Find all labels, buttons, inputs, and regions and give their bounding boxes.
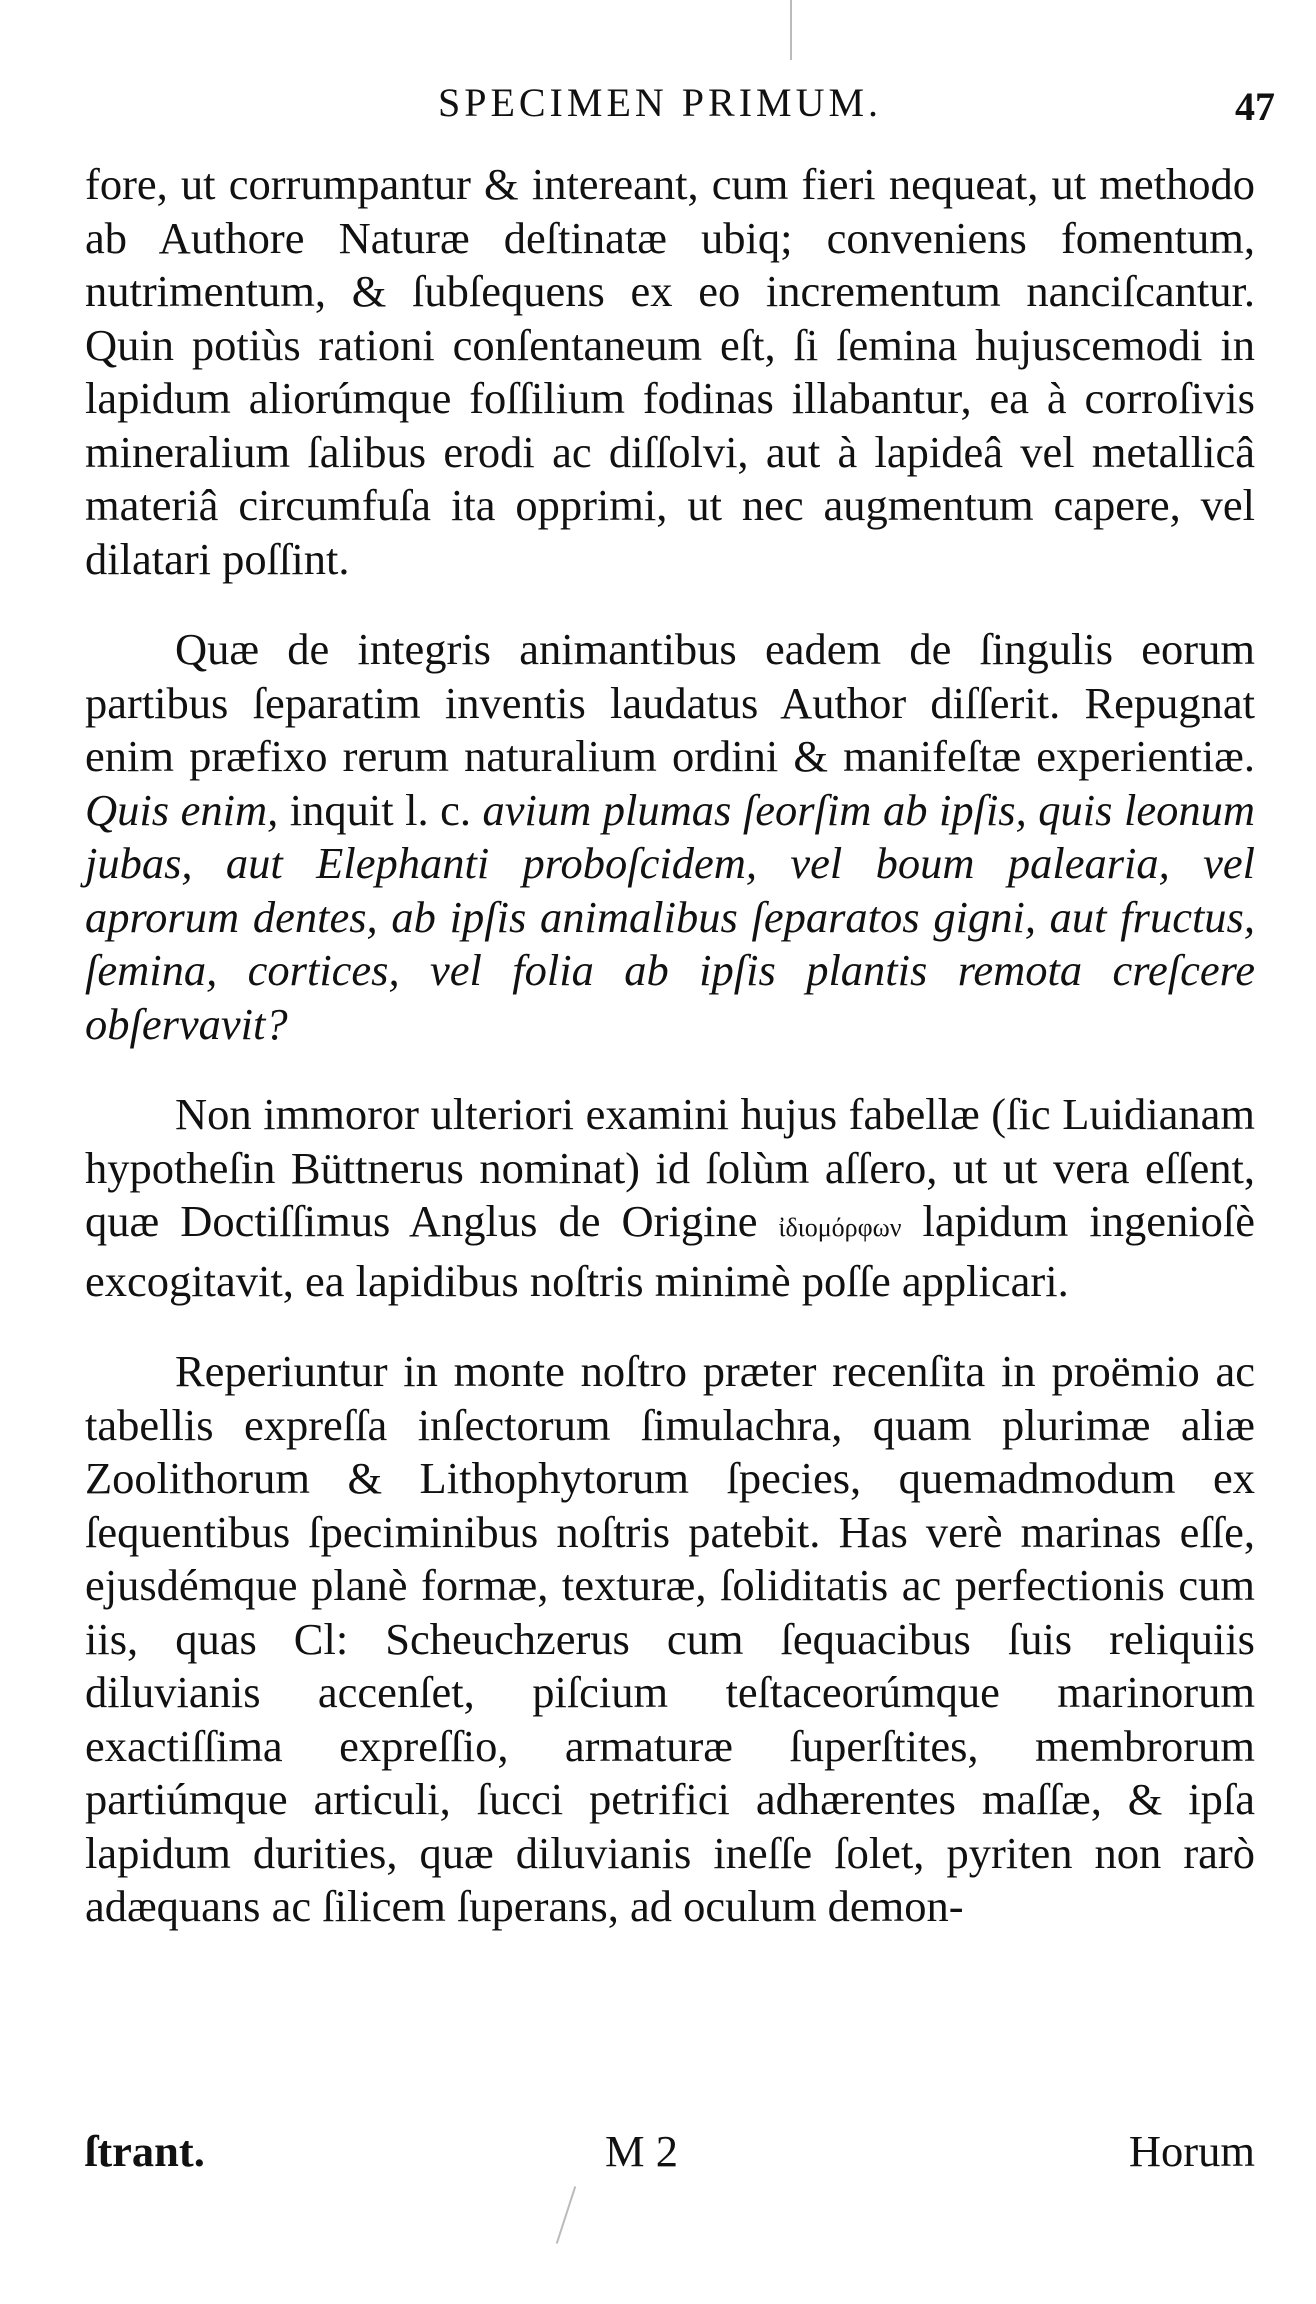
paragraph-2: [85, 623, 1255, 1051]
paragraph-1: [85, 158, 1255, 586]
page-footer: [85, 2125, 1255, 2185]
paragraph-3: [85, 1088, 1255, 1308]
body-text: [85, 158, 1255, 1971]
scan-crease-bottom: [556, 2186, 576, 2244]
quotation-italic: avium plumas ſeorſim ab ipſis, quis leonum jubas, aut Elephanti proboſcidem, vel boum palearia, vel aprorum dentes, ab ipſis animalibus ſeparatos gigni, aut fructus, ſemina, cortices, vel folia ab ipſis plantis remota creſcere obſervavit?: [85, 784, 1255, 1049]
paragraph-text: Non immoror ulteriori examini hujus fabellæ (ſic Luidianam hypotheſin Büttnerus nominat) id ſolùm aſſero, ut ut vera eſſent, quæ Doctiſſimus Anglus de Origine: [85, 1089, 1255, 1246]
catchword: Horum: [1128, 2126, 1255, 2176]
page-number: 47: [1235, 84, 1275, 129]
paragraph-text: Quæ de integris animantibus eadem de ſingulis eorum partibus ſeparatim inventis laudatus Author diſſerit. Repugnat enim præfixo rerum naturalium ordini & manifeſtæ experientiæ.: [85, 624, 1255, 781]
signature-mark: M 2: [605, 2126, 678, 2176]
paragraph-text: lapidum ingenioſè excogitavit, ea lapidibus noſtris minimè poſſe applicari.: [85, 1196, 1255, 1306]
running-head: SPECIMEN PRIMUM.: [437, 80, 883, 125]
page-header: [85, 75, 1275, 135]
greek-word: ἰδιομόρφων: [778, 1213, 902, 1242]
paragraph-text: fore, ut corrumpantur & intereant, cum fieri nequeat, ut methodo ab Authore Naturæ deſtinatæ ubiq; conveniens fomentum, nutrimentum, & ſubſequens ex eo incrementum nanciſcantur. Quin potiùs rationi conſentaneum eſt, ſi ſemina hujuscemodi in lapidum aliorúmque foſſilium fodinas illabantur, ea à corroſivis mineralium ſalibus erodi ac diſſolvi, aut à lapideâ vel metallicâ materiâ circumfuſa ita opprimi, ut nec augmentum capere, vel dilatari poſſint.: [85, 159, 1255, 584]
quotation-italic: Quis enim,: [85, 784, 279, 835]
scan-crease-top: [790, 0, 792, 60]
paragraph-text: inquit l. c.: [278, 784, 483, 835]
last-word: ſtrant.: [85, 2126, 205, 2176]
paragraph-4: [85, 1345, 1255, 1934]
paragraph-text: Reperiuntur in monte noſtro præter recenſita in proëmio ac tabellis expreſſa inſectorum ſimulachra, quam plurimæ aliæ Zoolithorum & Lithophytorum ſpecies, quemadmodum ex ſequentibus ſpeciminibus noſtris patebit. Has verè marinas eſſe, ejusdémque planè formæ, texturæ, ſoliditatis ac perfectionis cum iis, quas Cl: Scheuchzerus cum ſequacibus ſuis reliquiis diluvianis accenſet, piſcium teſtaceorúmque marinorum exactiſſima expreſſio, armaturæ ſuperſtites, membrorum partiúmque articuli, ſucci petrifici adhærentes maſſæ, & ipſa lapidum durities, quæ diluvianis ineſſe ſolet, pyriten non rarò adæquans ac ſilicem ſuperans, ad oculum demon-: [85, 1346, 1255, 1931]
